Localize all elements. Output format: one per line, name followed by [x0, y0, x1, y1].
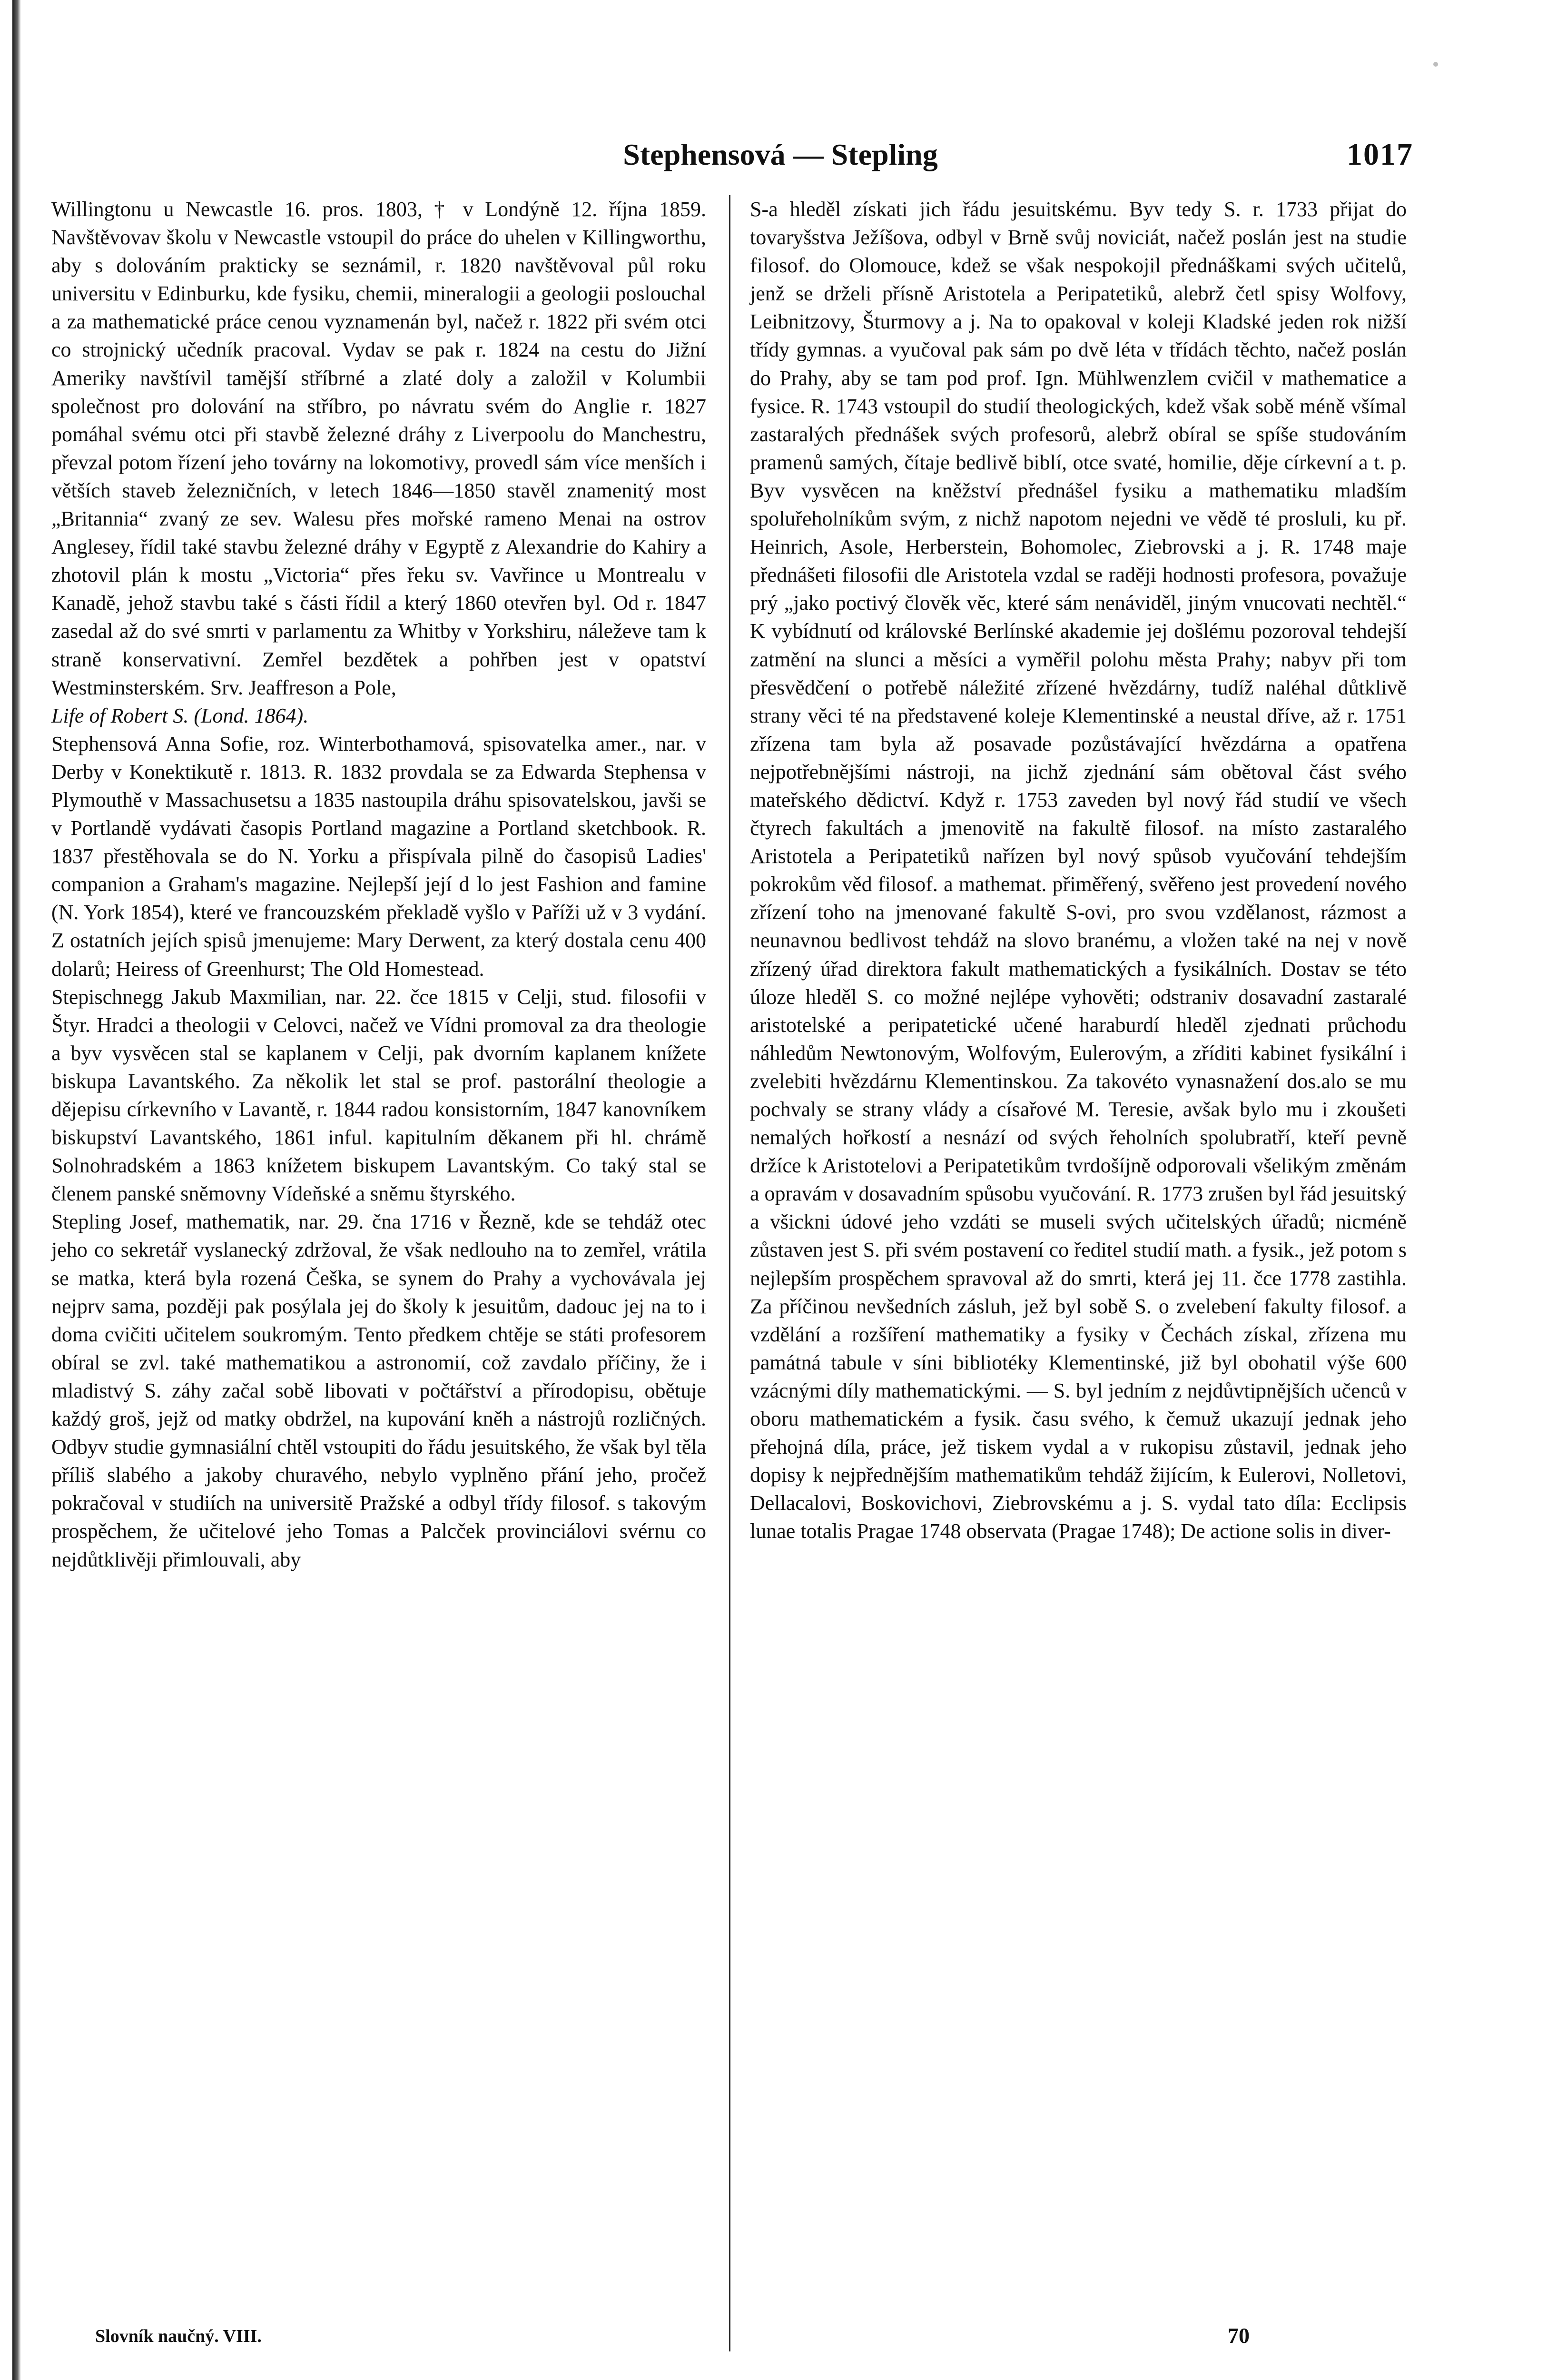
running-header: [71, 129, 1413, 181]
entry-stephenson-robert-continued: Willingtonu u Newcastle 16. pros. 1803, † v Londýně 12. října 1859. Navštěvovav školu v Newcastle vstoupil do práce do uhelen v Killingworthu, aby s dolováním prakticky se seznámil, r. 1820 navštěvoval půl roku universitu v Edinburku, kde fysiku, chemii, mineralogii a geologii poslouchal a za mathematické práce cenou vyznamenán byl, načež r. 1822 při svém otci co strojnický učedník pracoval. Vydav se pak r. 1824 na cestu do Jižní Ameriky navštívil tamější stříbrné a zlaté doly a založil v Kolumbii společnost pro dolování na stříbro, po návratu svém do Anglie r. 1827 pomáhal svému otci při stavbě železné dráhy z Liverpoolu do Manchestru, převzal potom řízení jeho továrny na lokomotivy, provedl sám více menších i větších staveb železničních, v letech 1846—1850 stavěl znamenitý most „Britannia“ zvaný ze sev. Walesu přes mořské rameno Menai na ostrov Anglesey, řídil také stavbu železné dráhy v Egyptě z Alexandrie do Kahiry a zhotovil plán k mostu „Victoria“ přes řeku sv. Vavřince u Montrealu v Kanadě, jehož stavbu také s části řídil a který 1860 otevřen byl. Od r. 1847 zasedal až do své smrti v parlamentu za Whitby v Yorkshiru, náleževe tam k straně konservativní. Zemřel bezdětek a pohřben jest v opatství Westminsterském. Srv. Jeaffreson a Pole,: [51, 198, 706, 699]
column-divider: [729, 195, 730, 2351]
header-title: Stephensová — Stepling: [623, 138, 938, 171]
left-column: [51, 195, 706, 1574]
entry-stepling: Stepling Josef, mathematik, nar. 29. čna 1716 v Řezně, kde se tehdáž otec jeho co sekretář vyslanecký zdržoval, že však nedlouho na to zemřel, vrátila se matka, která byla rozená Češka, se synem do Prahy a vychovávala jej nejprv sama, později pak posýlala jej do školy k jesuitům, dadouc jej na to i doma cvičiti učitelem soukromým. Tento předkem chtěje se státi profesorem obíral se zvl. také mathematikou a astronomií, což zavdalo příčiny, že i mladistvý S. záhy začal sobě libovati v počtářství a přírodopisu, obětuje každý groš, jejž od matky obdržel, na kupování kněh a nástrojů rozličných. Odbyv studie gymnasiální chtěl vstoupiti do řádu jesuitského, že však byl těla příliš slabého a jakoby churavého, nebylo vyplněno přání jeho, pročež pokračoval v studiích na universitě Pražské a odbyl třídy filosof. s takovým prospěchem, že učitelové jeho Tomas a Palcček provinciálovi svérnu co nejdůtklivěji přimlouvali, aby: [51, 1210, 706, 1571]
page-number: 1017: [1347, 137, 1413, 172]
entry-stephensova: Stephensová Anna Sofie, roz. Winterbothamová, spisovatelka amer., nar. v Derby v Konektikutě r. 1813. R. 1832 provdala se za Edwarda Stephensa v Plymouthě v Massachusetsu a 1835 nastoupila dráhu spisovatelskou, javši se v Portlandě vydávati časopis Portland magazine a Portland sketchbook. R. 1837 přestěhovala se do N. Yorku a přispívala pilně do časopisů Ladies' companion a Graham's magazine. Nejlepší její d lo jest Fashion and famine (N. York 1854), které ve francouzském překladě vyšlo v Paříži už v 3 vydání. Z ostatních jejích spisů jmenujeme: Mary Derwent, za který dostala cenu 400 dolarů; Heiress of Greenhurst; The Old Homestead.: [51, 732, 706, 981]
page-footer: [71, 2323, 1413, 2361]
entry-stepling-continued: S-a hleděl získati jich řádu jesuitskému. Byv tedy S. r. 1733 přijat do tovaryšstva Ježíšova, odbyl v Brně svůj noviciát, načež poslán jest na studie filosof. do Olomouce, kdež se však nespokojil přednáškami svých učitelů, jenž se drželi přísně Aristotela a Peripatetiků, alebrž četl spisy Wolfovy, Leibnitzovy, Šturmovy a j. Na to opakoval v koleji Kladské jeden rok nižší třídy gymnas. a vyučoval pak sám po dvě léta v třídách těchto, načež poslán do Prahy, aby se tam pod prof. Ign. Mühlwenzlem cvičil v mathematice a fysice. R. 1743 vstoupil do studií theologických, kdež však sobě méně všímal zastaralých přednášek svých profesorů, alebrž obíral se spíše studováním pramenů samých, čítaje bedlivě biblí, otce svaté, homilie, děje církevní a t. p. Byv vysvěcen na kněžství přednášel fysiku a mathematiku mladším spoluřeholníkům svým, z nichž napotom nejedni ve vědě té prosluli, ku př. Heinrich, Asole, Herberstein, Bohomolec, Ziebrovski a j. R. 1748 maje přednášeti filosofii dle Aristotela vzdal se raději hodnosti profesora, považuje prý „jako poctivý člověk věc, které sám nenáviděl, jiným vnucovati nechtěl.“ K vybídnutí od královské Berlínské akademie jej došlému pozoroval tehdejší zatmění na slunci a měsíci a vyměřil polohu města Prahy; nabyv při tom přesvědčení o potřebě náležité zřízené hvězdárny, tudíž naléhal důtklivě strany věci té na představené koleje Klementinské a neustal dříve, až r. 1751 zřízena tam byla až posavade pozůstávající hvězdárna a opatřena nejpotřebnějšími nástroji, na jichž zjednání sám obětoval část svého mateřského dědictví. Když r. 1753 zaveden byl nový řád studií ve všech čtyrech fakultách a jmenovitě na fakultě filosof. na místo zastaralého Aristotela a Peripatetiků nařízen byl nový spůsob vyučování tehdejším pokrokům věd filosof. a mathemat. přiměřený, svěřeno jest provedení nového zřízení toho na jmenované fakultě S-ovi, pro svou vzdělanost, rázmost a neunavnou bedlivost tehdáž na slovo branému, a vložen také na nej v nově zřízený úřad direktora fakult mathematických a fysikálních. Dostav se této úloze hleděl S. co možné nejlépe vyhověti; odstraniv dosavadní zastaralé aristotelské a peripatetické učené haraburdí hleděl zjednati průchodu náhledům Newtonovým, Wolfovým, Eulerovým, a zříditi kabinet fysikální i zvelebiti hvězdárnu Klementinskou. Za takovéto vynasnažení dos.alo se mu pochvaly se strany vlády a císařové M. Teresie, avšak bylo mu i zkoušeti nemalých hořkostí a nesnází od svých řeholních spolubratří, kteří pevně držíce k Aristotelovi a Peripatetikům tvrdošíjně odporovali všelikým změnám a opravám v dosavadním spůsobu vyučování. R. 1773 zrušen byl řád jesuitský a všickni údové jeho vzdáti se museli svých učitelských úřadů; nicméně zůstaven jest S. při svém postavení co ředitel studií math. a fysik., jež potom s nejlepším prospěchem spravoval až do smrti, která jej 11. čce 1778 zastihla. Za příčinou nevšedních zásluh, jež byl sobě S. o zvelebení fakulty filosof. a vzdělání a rozšíření mathematiky a fysiky v Čechách získal, zřízena mu památná tabule v síni bibliotéky Klementinské, již byl obohatil výše 600 vzácnými díly mathematickými. — S. byl jedním z nejdůvtipnějších učenců v oboru mathematickém a fysik. času svého, k čemuž ukazují jednak jeho přehojná díla, práce, jež tiskem vydal a v rukopisu zůstavil, jednak jeho dopisy k nejpřednějším mathematikům tehdáž žijícím, k Eulerovi, Nolletovi, Dellacalovi, Boskovichovi, Ziebrovskému a j. S. vydal tato díla: Ecclipsis lunae totalis Pragae 1748 observata (Pragae 1748); De actione solis in diver-: [750, 198, 1407, 1543]
footer-signature: 70: [1228, 2323, 1250, 2348]
page-edge-shadow: [12, 0, 21, 2380]
footer-source: Slovník naučný. VIII.: [95, 2326, 262, 2346]
right-column: [750, 195, 1407, 1546]
paper-spot: [1433, 62, 1438, 67]
entry-stepischnegg: Stepischnegg Jakub Maxmilian, nar. 22. čce 1815 v Celji, stud. filosofii v Štyr. Hradci a theologii v Celovci, načež ve Vídni promoval za dra theologie a byv vysvěcen stal se kaplanem v Celji, pak dvorním kaplanem knížete biskupa Lavantského. Za několik let stal se prof. pastorální theologie a dějepisu církevního v Lavantě, r. 1844 radou konsistorním, 1847 kanovníkem biskupství Lavantského, 1861 inful. kapitulním děkanem při hl. chrámě Solnohradském a 1863 knížetem biskupem Lavantským. Co taký stal se členem panské sněmovny Vídeňské a sněmu štyrského.: [51, 985, 706, 1206]
entry-stephenson-robert-reference: Life of Robert S. (Lond. 1864).: [51, 704, 309, 727]
